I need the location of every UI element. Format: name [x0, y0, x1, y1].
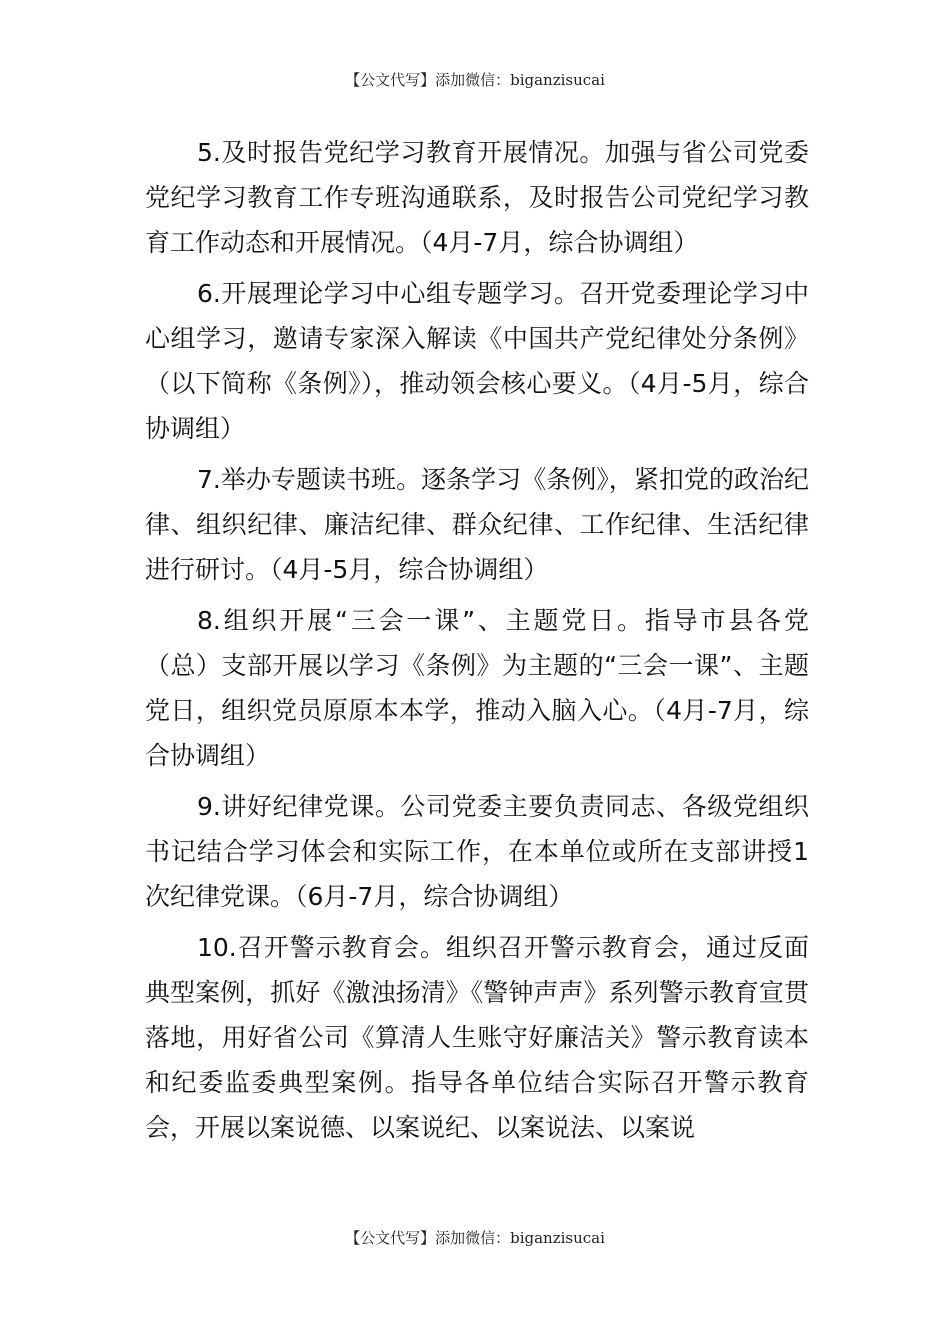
paragraph-item-7: 7.举办专题读书班。逐条学习《条例》，紧扣党的政治纪律、组织纪律、廉洁纪律、群众纪律、工作纪律、生活纪律进行研讨。（4月-5月，综合协调组） [145, 465, 809, 584]
paragraph-item-8: 8.组织开展“三会一课”、主题党日。指导市县各党（总）支部开展以学习《条例》为主题的“三会一课”、主题党日，组织党员原原本本学，推动入脑入心。（4月-7月，综合协调组） [145, 606, 809, 770]
paragraph-item-9: 9.讲好纪律党课。公司党委主要负责同志、各级党组织书记结合学习体会和实际工作，在本单位或所在支部讲授1次纪律党课。（6月-7月，综合协调组） [145, 792, 809, 911]
page-footer: 【公文代写】添加微信：biganzisucai [345, 1229, 605, 1247]
document-body [145, 130, 809, 1156]
paragraph-item-5: 5.及时报告党纪学习教育开展情况。加强与省公司党委党纪学习教育工作专班沟通联系，及时报告公司党纪学习教育工作动态和开展情况。（4月-7月，综合协调组） [145, 138, 809, 257]
paragraph-item-6: 6.开展理论学习中心组专题学习。召开党委理论学习中心组学习，邀请专家深入解读《中国共产党纪律处分条例》（以下简称《条例》），推动领会核心要义。（4月-5月，综合协调组） [145, 279, 809, 443]
paragraph-item-10: 10.召开警示教育会。组织召开警示教育会，通过反面典型案例，抓好《激浊扬清》《警钟声声》系列警示教育宣贯落地，用好省公司《算清人生账守好廉洁关》警示教育读本和纪委监委典型案例。指导各单位结合实际召开警示教育会，开展以案说德、以案说纪、以案说法、以案说 [145, 933, 809, 1142]
page-header: 【公文代写】添加微信：biganzisucai [345, 71, 605, 89]
